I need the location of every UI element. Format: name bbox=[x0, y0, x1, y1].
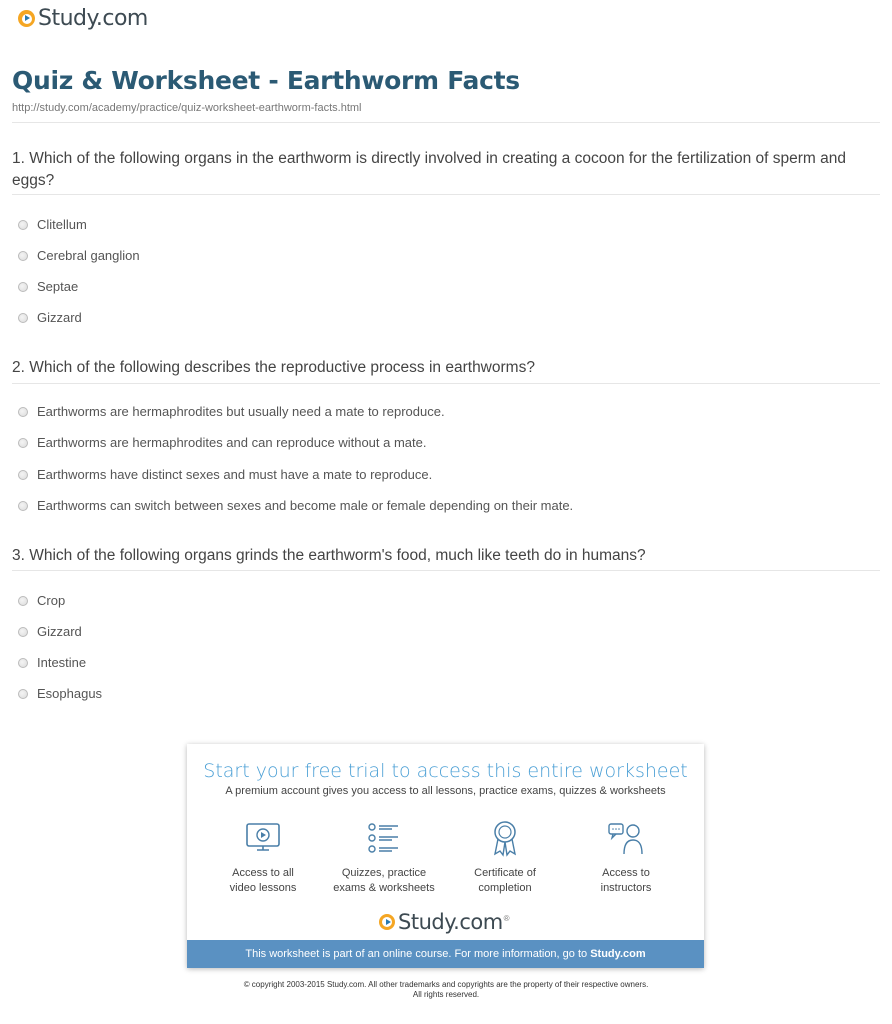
q1-option-3[interactable]: Septae bbox=[18, 279, 78, 294]
footer-copyright: © copyright 2003-2015 Study.com. All other trademarks and copyrights are the property of their respective owners. bbox=[243, 980, 649, 989]
page-title: Quiz & Worksheet - Earthworm Facts bbox=[12, 66, 520, 95]
site-logo[interactable] bbox=[18, 6, 148, 31]
question-2: 2. Which of the following describes the reproductive process in earthworms? bbox=[12, 359, 535, 376]
footer bbox=[0, 980, 892, 1000]
feature-quizzes bbox=[324, 818, 444, 896]
q2-option-1[interactable]: Earthworms are hermaphrodites but usually need a mate to reproduce. bbox=[18, 404, 445, 419]
q3-option-3[interactable]: Intestine bbox=[18, 655, 86, 670]
feature-certificate bbox=[445, 818, 565, 896]
feature-label: instructors bbox=[600, 882, 652, 894]
promo-subtitle: A premium account gives you access to all lessons, practice exams, quizzes & worksheets bbox=[225, 785, 666, 797]
footer-rights: All rights reserved. bbox=[412, 990, 480, 999]
promo-title[interactable]: Start your free trial to access this entire worksheet bbox=[203, 760, 688, 782]
divider bbox=[12, 570, 880, 571]
feature-label: completion bbox=[478, 882, 532, 894]
instructors-icon bbox=[606, 818, 646, 858]
radio-icon[interactable] bbox=[18, 220, 28, 230]
feature-label: video lessons bbox=[229, 882, 297, 894]
q2-option-4[interactable]: Earthworms can switch between sexes and become male or female depending on their mate. bbox=[18, 498, 573, 513]
video-lessons-icon bbox=[243, 818, 283, 858]
radio-icon[interactable] bbox=[18, 501, 28, 511]
radio-icon[interactable] bbox=[18, 407, 28, 417]
q3-option-4[interactable]: Esophagus bbox=[18, 686, 102, 701]
q2-option-3[interactable]: Earthworms have distinct sexes and must have a mate to reproduce. bbox=[18, 467, 432, 482]
quizzes-list-icon bbox=[364, 818, 404, 858]
promo-logo[interactable] bbox=[379, 910, 510, 934]
divider bbox=[12, 383, 880, 384]
radio-icon[interactable] bbox=[18, 658, 28, 668]
radio-icon[interactable] bbox=[18, 313, 28, 323]
feature-label: Access to all bbox=[232, 867, 294, 879]
radio-icon[interactable] bbox=[18, 251, 28, 261]
feature-label: exams & worksheets bbox=[333, 882, 435, 894]
page-url: http://study.com/academy/practice/quiz-worksheet-earthworm-facts.html bbox=[12, 102, 362, 114]
logo-text: Study.com bbox=[398, 910, 503, 934]
q2-option-2[interactable]: Earthworms are hermaphrodites and can reproduce without a mate. bbox=[18, 435, 426, 450]
play-logo-icon bbox=[18, 10, 35, 27]
free-trial-promo bbox=[187, 744, 704, 968]
divider bbox=[12, 194, 880, 195]
promo-bar-link[interactable]: Study.com bbox=[590, 948, 646, 960]
trademark-mark: ® bbox=[503, 913, 510, 923]
radio-icon[interactable] bbox=[18, 627, 28, 637]
play-logo-icon bbox=[379, 914, 395, 930]
q3-option-2[interactable]: Gizzard bbox=[18, 624, 82, 639]
feature-instructors bbox=[566, 818, 686, 896]
q1-option-1[interactable]: Clitellum bbox=[18, 217, 87, 232]
radio-icon[interactable] bbox=[18, 438, 28, 448]
promo-bar bbox=[187, 940, 704, 968]
question-1: 1. Which of the following organs in the earthworm is directly involved in creating a cocoon for the fertilization of sperm and eggs? bbox=[12, 150, 846, 189]
q1-option-4[interactable]: Gizzard bbox=[18, 310, 82, 325]
q1-option-2[interactable]: Cerebral ganglion bbox=[18, 248, 140, 263]
radio-icon[interactable] bbox=[18, 596, 28, 606]
certificate-icon bbox=[485, 818, 525, 858]
feature-label: Quizzes, practice bbox=[341, 867, 427, 879]
radio-icon[interactable] bbox=[18, 470, 28, 480]
question-3: 3. Which of the following organs grinds the earthworm's food, much like teeth do in humans? bbox=[12, 547, 646, 564]
divider bbox=[12, 122, 880, 123]
radio-icon[interactable] bbox=[18, 689, 28, 699]
feature-video-lessons bbox=[203, 818, 323, 896]
feature-label: Access to bbox=[602, 867, 650, 879]
promo-bar-text: This worksheet is part of an online course. For more information, go to bbox=[245, 948, 588, 960]
q3-option-1[interactable]: Crop bbox=[18, 593, 65, 608]
feature-label: Certificate of bbox=[474, 867, 536, 879]
radio-icon[interactable] bbox=[18, 282, 28, 292]
logo-text: Study.com bbox=[38, 6, 148, 31]
